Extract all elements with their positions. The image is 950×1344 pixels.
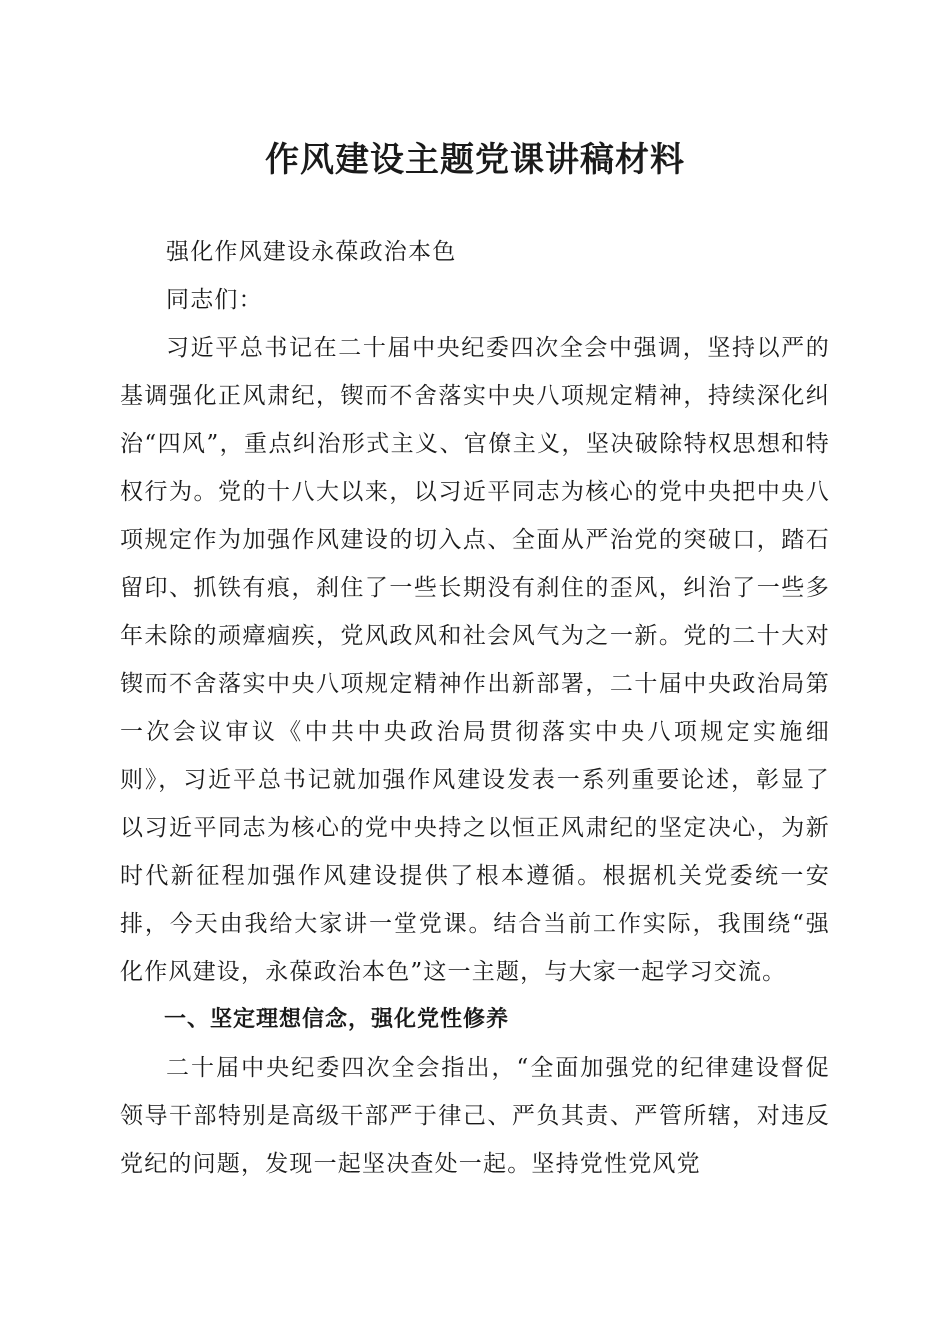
salutation: 同志们： [166,287,263,313]
document-body [120,228,830,1188]
document-title: 作风建设主题党课讲稿材料 [265,140,685,180]
section-paragraph: 二十届中央纪委四次全会指出，“全面加强党的纪律建设督促领导干部特别是高级干部严于律己、严负其责、严管所辖，对违反党纪的问题，发现一起坚决查处一起。坚持党性党风党 [120,1055,830,1177]
section-heading: 一、坚定理想信念，强化党性修养 [164,1007,510,1032]
intro-paragraph: 习近平总书记在二十届中央纪委四次全会中强调，坚持以严的基调强化正风肃纪，锲而不舍落实中央八项规定精神，持续深化纠治“四风”，重点纠治形式主义、官僚主义，坚决破除特权思想和特权行为。党的十八大以来，以习近平同志为核心的党中央把中央八项规定作为加强作风建设的切入点、全面从严治党的突破口，踏石留印、抓铁有痕，刹住了一些长期没有刹住的歪风，纠治了一些多年未除的顽瘴痼疾，党风政风和社会风气为之一新。党的二十大对锲而不舍落实中央八项规定精神作出新部署，二十届中央政治局第一次会议审议《中共中央政治局贯彻落实中央八项规定实施细则》，习近平总书记就加强作风建设发表一系列重要论述，彰显了以习近平同志为核心的党中央持之以恒正风肃纪的坚定决心，为新时代新征程加强作风建设提供了根本遵循。根据机关党委统一安排，今天由我给大家讲一堂党课。结合当前工作实际，我围绕“强化作风建设，永葆政治本色”这一主题，与大家一起学习交流。 [120,335,830,985]
subtitle: 强化作风建设永葆政治本色 [166,239,457,265]
